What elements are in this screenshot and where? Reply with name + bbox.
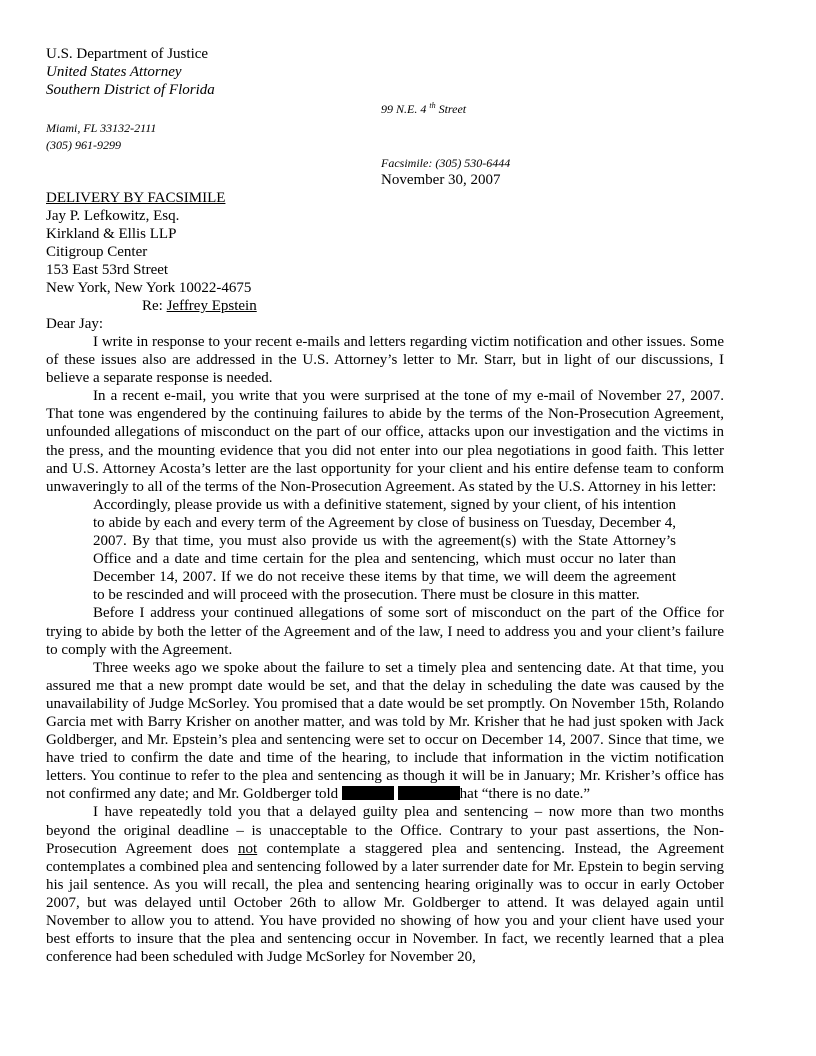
subject-name: Jeffrey Epstein [166, 298, 257, 314]
paragraph-4-text: Three weeks ago we spoke about the failure to set a timely plea and sentencing date. At that time, you assured me that a new prompt date would be set, and that the delay in scheduling the date was caused by the unavailability of Judge McSorley. You promised that a date would be set promptly. On November 15th, Rolando Garcia met with Barry Krisher on another matter, and was told by Mr. Krisher that he had just spoken with Jack Goldberger, and Mr. Epstein’s plea and sentencing were set to occur on December 14, 2007. Since that time, we have tried to confirm the date and time of the hearing, to include that information in the victim notification letters. You continue to refer to the plea and sentencing as though it will be in January; Mr. Krisher’s office has not confirmed any date; and Mr. Goldberger told [46, 659, 724, 803]
recipient-city: New York, New York 10022-4675 [46, 280, 252, 296]
paragraph-1: I write in response to your recent e-mails and letters regarding victim notification and other issues. Some of these issues also are addressed in the U.S. Attorney’s letter to Mr. Starr, but in light of our discussions, I believe a separate response is needed. [46, 334, 724, 387]
office-city: Miami, FL 33132-2111 [46, 121, 157, 135]
office-fax: Facsimile: (305) 530-6444 [381, 156, 511, 170]
office-name: United States Attorney [46, 64, 182, 80]
paragraph-3: Before I address your continued allegations of some sort of misconduct on the part of the Office for trying to abide by both the letter of the Agreement and of the law, I need to address you and your client’s failure to comply with the Agreement. [46, 605, 724, 658]
street-name: Street [438, 102, 467, 116]
paragraph-4-text-end: hat “there is no date.” [459, 786, 591, 803]
block-quote: Accordingly, please provide us with a definitive statement, signed by your client, of his intention to abide by each and every term of the Agreement by close of business on Tuesday, December 4, 2007. By that time, you must also provide us with the agreement(s) with the State Attorney’s Office and a date and time certain for the plea and sentencing, which must occur no later than December 14, 2007. If we do not receive these items by that time, we will deem the agreement to be rescinded and will proceed with the prosecution. There must be closure in this matter. [93, 496, 676, 604]
letter-body [46, 333, 724, 966]
office-phone: (305) 961-9299 [46, 138, 121, 152]
recipient-name: Jay P. Lefkowitz, Esq. [46, 208, 180, 224]
recipient-firm: Kirkland & Ellis LLP [46, 226, 177, 242]
district-name: Southern District of Florida [46, 82, 215, 98]
subject-label: Re: [142, 298, 167, 314]
street-number: 99 N.E. 4 [381, 102, 427, 116]
delivery-method: DELIVERY BY FACSIMILE [46, 190, 226, 206]
agency-name: U.S. Department of Justice [46, 46, 209, 62]
letter-date: November 30, 2007 [381, 172, 501, 188]
emphasis-not: not [238, 840, 258, 857]
paragraph-5-text: I have repeatedly told you that a delayed guilty plea and sentencing – now more than two months beyond the original deadline – is unacceptable to the Office. Contrary to your past assertions, the Non-Prosecution Agreement does [46, 804, 724, 857]
recipient-street: 153 East 53rd Street [46, 262, 169, 278]
office-street-address [381, 102, 466, 116]
paragraph-5-text-cont: contemplate a staggered plea and sentencing. Instead, the Agreement contemplates a combined plea and sentencing followed by a later surrender date for Mr. Epstein to begin serving his jail sentence. As you will recall, the plea and sentencing hearing originally was to occur in early October 2007, but was delayed until October 26th to allow Mr. Goldberger to attend. It was delayed again until November to allow you to attend. You have provided no showing of how you and your client have used your best efforts to insure that the plea and sentencing occur in November. In fact, we recently learned that a plea conference had been scheduled with Judge McSorley for November 20, [46, 840, 724, 966]
recipient-building: Citigroup Center [46, 244, 148, 260]
paragraph-2: In a recent e-mail, you write that you were surprised at the tone of my e-mail of November 27, 2007. That tone was engendered by the continuing failures to abide by the terms of the Non-Prosecution Agreement, unfounded allegations of misconduct on the part of our office, attacks upon our investigation and the victims in the press, and the mounting evidence that you did not enter into our plea negotiations in good faith. This letter and U.S. Attorney Acosta’s letter are the last opportunity for your client and his entire defense team to conform unwaveringly to all of the terms of the Non-Prosecution Agreement. As stated by the U.S. Attorney in his letter: [46, 388, 724, 495]
subject-line [142, 297, 257, 315]
paragraph-5 [46, 803, 724, 966]
street-superscript: th [429, 101, 436, 110]
salutation: Dear Jay: [46, 316, 104, 332]
paragraph-4 [46, 659, 724, 804]
redaction-box [398, 786, 460, 800]
redaction-box [342, 786, 394, 800]
